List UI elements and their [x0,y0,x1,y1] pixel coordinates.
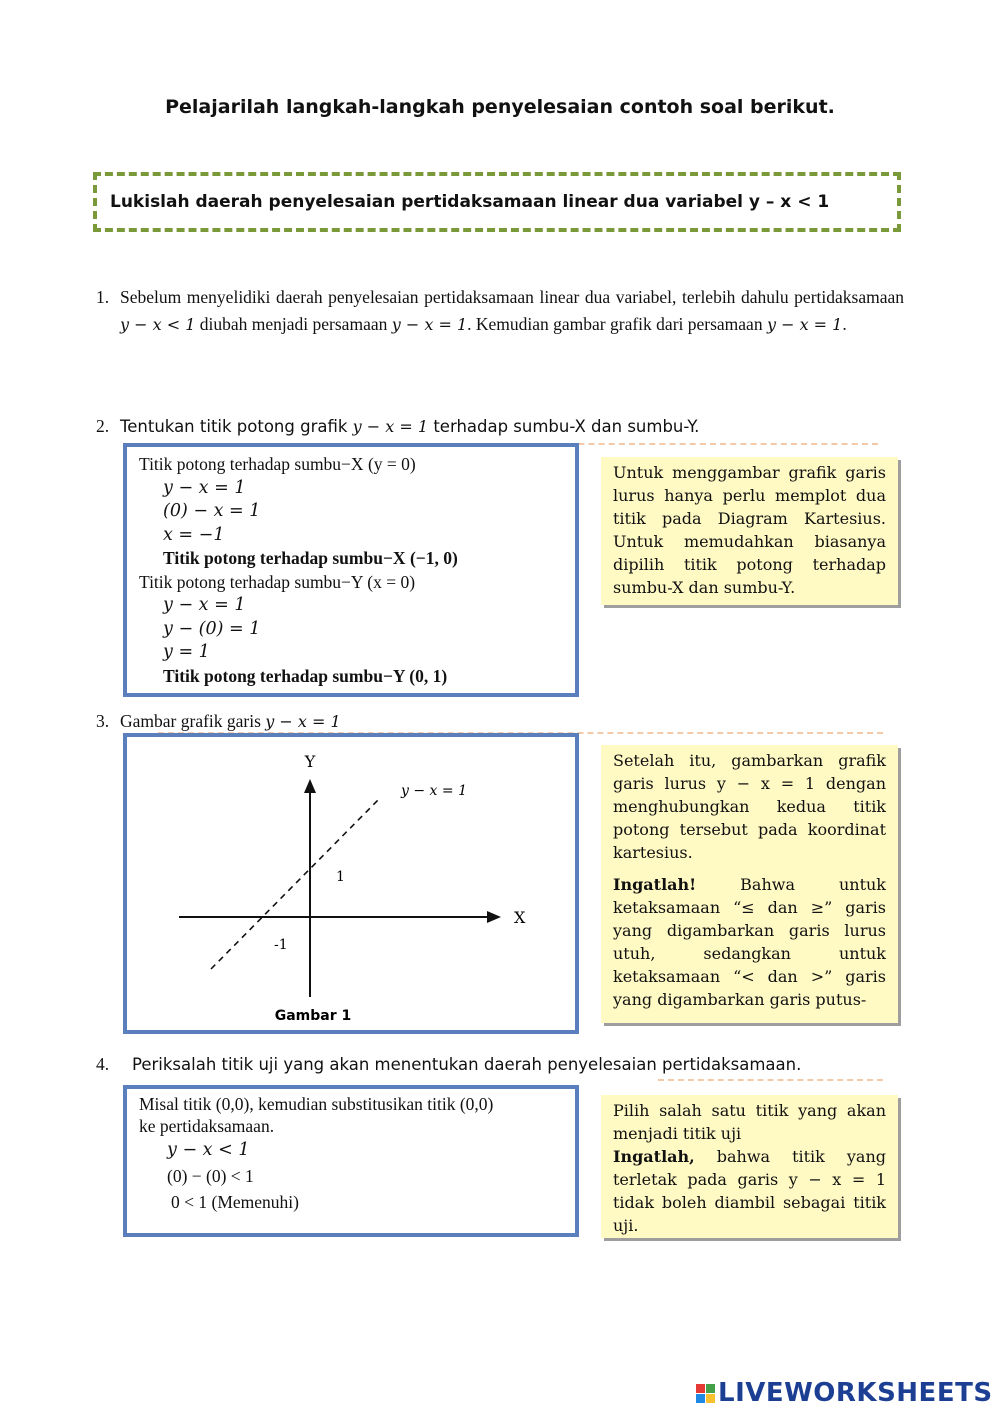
step-text: Tentukan titik potong grafik y − x = 1 terhadap sumbu-X dan sumbu-Y. [120,417,700,436]
figure-caption: Gambar 1 [274,1008,352,1024]
logo-icon [696,1384,715,1403]
test-line: ke pertidaksamaan. [139,1116,275,1136]
step-2 [96,413,904,440]
task-text: Lukislah daerah penyelesaian pertidaksamaan linear dua variabel y – x < 1 [110,192,830,212]
solution-line: y − x = 1 [163,595,246,615]
test-result: 0 < 1 (Memenuhi) [171,1192,299,1212]
graph-box [123,733,579,1034]
note-paragraph: Ingatlah, bahwa titik yang terletak pada garis y − x = 1 tidak boleh diambil sebagai titik uji. [613,1147,886,1235]
note-draw-line [601,745,898,1023]
liveworksheets-logo [696,1378,993,1408]
y-intercept-label: 1 [336,869,345,885]
page-title: Pelajarilah langkah-langkah penyelesaian contoh soal berikut. [165,96,835,118]
x-intercept-label: -1 [274,937,288,953]
step-number: 1. [96,287,110,307]
note-paragraph: Setelah itu, gambarkan grafik garis lurus y − x = 1 dengan menghubungkan kedua titik potong tersebut pada koordinat kartesius. [613,751,886,862]
test-line: Misal titik (0,0), kemudian substitusikan titik (0,0) [139,1094,494,1114]
note-plot-two-points: Untuk menggambar grafik garis lurus hanya perlu memplot dua titik pada Diagram Kartesius. Untuk memudahkan biasanya dipilih titik potong terhadap sumbu-X dan sumbu-Y. [601,457,898,605]
step-text: Gambar grafik garis y − x = 1 [120,711,341,731]
step-number: 4. [96,1054,110,1074]
dashed-line-y-minus-x-eq-1 [211,797,381,969]
x-axis-label: X [514,908,526,927]
solution-result: Titik potong terhadap sumbu−X (−1, 0) [163,548,458,568]
step-text: Sebelum menyelidiki daerah penyelesaian pertidaksamaan linear dua variabel, terlebih dahulu pertidaksamaan y − x < 1 diubah menjadi persamaan y − x = 1. Kemudian gambar grafik dari persamaan y − x = 1. [120,287,904,334]
solution-line: y − (0) = 1 [163,618,261,639]
decorative-dash [548,443,878,445]
brand-text: LIVEWORKSHEETS [718,1378,993,1408]
solution-line: x = −1 [163,524,225,545]
solution-result: Titik potong terhadap sumbu−Y (0, 1) [163,665,448,686]
solution-line: y = 1 [163,642,210,662]
note-paragraph: Ingatlah! Bahwa untuk ketaksamaan “≤ dan ≥” garis yang digambarkan garis lurus utuh, sedangkan untuk ketaksamaan “< dan >” garis yang digambarkan garis putus- [613,875,886,1009]
note-paragraph: Pilih salah satu titik yang akan menjadi titik uji [613,1101,886,1143]
solution-line: (0) − x = 1 [163,501,261,521]
x-axis-arrow [487,911,501,923]
y-axis-label: Y [304,752,316,771]
intercept-solution-box [123,443,579,697]
decorative-dash [658,1079,883,1081]
y-axis-arrow [304,779,316,793]
test-line: y − x < 1 [167,1140,250,1160]
step-3 [96,708,904,735]
step-text: Periksalah titik uji yang akan menentukan daerah penyelesaian pertidaksamaan. [132,1055,802,1074]
solution-line: y − x = 1 [163,477,246,498]
step-4 [96,1051,904,1078]
note-test-point [601,1095,898,1238]
step-number: 3. [96,711,110,731]
cartesian-graph [127,737,575,1030]
test-line: (0) − (0) < 1 [167,1166,254,1186]
line-label: y − x = 1 [401,783,467,799]
test-point-box [123,1085,579,1237]
step-1 [96,284,904,366]
step-number: 2. [96,416,110,436]
solution-line: Titik potong terhadap sumbu−Y (x = 0) [139,571,416,592]
solution-line: Titik potong terhadap sumbu−X (y = 0) [139,454,416,474]
